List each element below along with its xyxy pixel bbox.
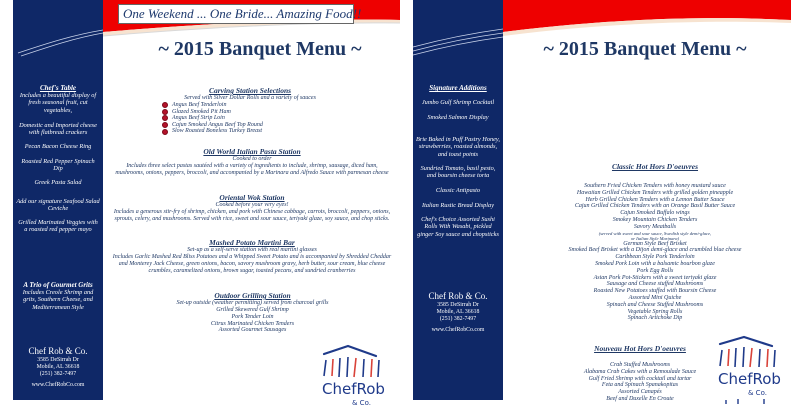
list-item: Grilled Skewered Gulf Shrimp [216,307,289,313]
sidebar-item: Jumbo Gulf Shrimp Cocktail [421,99,495,106]
decorative-swoosh-icon [413,25,503,65]
list-item: Cajun Grilled Chicken Tenders with an Orange Basil Butter Sauce [574,203,736,210]
chef-rob-logo-icon [714,334,786,404]
list-item: Feta and Spinach Spanakopitas [601,382,679,389]
sidebar-signature-additions [413,0,503,400]
section-text: Includes a generous stir-fry of shrimp, chicken, and pork with Chinese cabbage, carrots, broccoli, peppers, onions, sprouts, celery, and mushrooms. Served with rice, sweet and sour sauce, teriyaki glaze, soy sauce, and chop sticks. [113,209,391,222]
sidebar-item: Classic Antipasto [435,187,481,194]
company-name: Chef Rob & Co. [428,291,488,301]
list-item: Assorted Mini Quiche [628,294,682,301]
svg-text:& Co.: & Co. [748,389,767,397]
list-item: Spinach and Cheese Stuffed Mushrooms [606,301,704,308]
svg-text:ChefRob: ChefRob [322,380,385,398]
list-item: Assorted Canapés [618,389,662,396]
address: 3585 DeSirrah Dr [437,302,479,308]
sidebar-heading: Signature Additions [429,84,487,92]
svg-text:ChefRob: ChefRob [718,370,781,388]
list-item: Asian Pork Pot-Stickers with a sweet teriyaki glaze [593,274,717,281]
list-item: Roasted New Potatoes stuffed with Boursin Cheese [593,288,717,295]
list-item: Herb Grilled Chicken Tenders with a Lemon Butter Sauce [585,196,725,203]
section-text: Includes Garlic Mashed Red Bliss Potatoes and a Whipped Sweet Potato and is accompanied by Shredded Cheddar and Monterey Jack Cheese, green onions, bacon, savory mushroom gravy, herb butter, sour cream, blue cheese crumbles, caramelized onions, brown sugar, toasted pecans, and sundried cranberries [112,254,392,274]
section-wok [112,193,392,223]
sidebar-item: Pecan Bacon Cheese Ring [24,143,92,150]
list-item: Savory Meatballs [633,223,677,230]
city: Mobile, AL 36618 [36,364,80,370]
sidebar-item: Add our signature Seafood Salad Ceviche [16,198,100,213]
menu-page-left [0,0,400,407]
section-heading: Outdoor Grilling Station [214,291,291,300]
grits-heading: A Trio of Gourmet Grits [23,281,93,289]
list-item: Angus Beef Tenderloin [162,102,385,109]
list-item: Cajun Smoked Buffalo wings [620,210,690,217]
contact-block [413,291,503,334]
list-item: Beef and Duxelle En Croute [606,395,674,402]
section-subtitle: Set-up as a self-serve station with real martini glasses [187,247,317,253]
list-item: Caribbean Style Pork Tenderloin [615,254,695,261]
section-heading: Classic Hot Hors D'oeuvres [611,162,699,171]
sidebar-heading: Chef's Table [39,84,77,92]
chef-rob-logo-icon [318,342,390,412]
section-heading: Nouveau Hot Hors D'oeuvres [594,344,686,353]
section-subtitle: Set-up outside (weather permitting) served from charcoal grills [176,300,329,306]
city: Mobile, AL 36618 [436,309,480,315]
list-item: Gulf Fried Shrimp with cocktail and tartar [588,375,692,382]
svg-text:& Co.: & Co. [352,399,371,407]
sidebar-item: Smoked Salmon Display [427,114,489,121]
list-item: Glazed Smoked Pit Ham [162,109,385,116]
bullet-icon [162,115,168,121]
grits-text: Includes Creole Shrimp and grits, Southern Cheese, and Mediterranean Style [22,289,94,311]
section-grill [140,291,365,334]
list-item: Slow Roasted Boneless Turkey Breast [162,128,385,135]
section-pasta [112,147,392,177]
sidebar-item: Domestic and Imported cheese with flatbread crackers [19,122,97,137]
page-title: ~ 2015 Banquet Menu ~ [543,38,747,60]
section-subtitle: Served with Silver Dollar Rolls and a variety of sauces [184,95,316,101]
section-subtitle: Cooked before your very eyes! [215,202,289,208]
website-link[interactable]: www.ChefRobCo.com [431,327,485,333]
list-item: Sausage and Cheese stuffed Mushrooms [606,281,704,288]
section-potato-bar [112,238,392,275]
list-item: Southern Fried Chicken Tenders with honey mustard sauce [584,183,726,189]
list-item: Pork Egg Rolls [636,267,674,274]
list-item: German Style Beef Brisket [623,240,687,247]
phone: (251) 382-7497 [439,316,477,322]
website-link[interactable]: www.ChefRobCo.com [31,382,85,388]
section-classic-hors-doeuvres [515,162,795,322]
list-note: (served with sweet and sour sauce, Swedish style demi-glace, [598,230,712,236]
section-carving [115,86,385,135]
list-item: Citrus Marinated Chicken Tenders [210,320,295,327]
sidebar-chefs-table [13,0,103,400]
bullet-icon [162,129,168,135]
contact-block [13,346,103,389]
list-item: Smokey Mountain Chicken Tenders [612,216,698,223]
sidebar-item: Italian Rustic Bread Display [422,202,494,209]
tagline-banner: One Weekend ... One Bride... Amazing Food!! [118,4,354,24]
section-heading: Mashed Potato Martini Bar [209,238,295,247]
sidebar-item: Includes a beautiful display of fresh seasonal fruit, cut vegetables, [19,92,97,114]
list-item: Smoked Pork Loin with a balsamic bourbon glaze [595,260,715,267]
bullet-icon [162,122,168,128]
sidebar-item: Brie Baked in Puff Pastry Honey, strawberries, roasted almonds, and toast points [416,136,500,158]
sidebar-item: Grilled Marinated Veggies with a roasted red pepper mayo [18,219,98,234]
sidebar-item: Sundried Tomato, basil pesto, and boursin cheese torta [420,165,496,180]
list-item: Vegetable Spring Rolls [627,308,683,315]
bullet-icon [162,109,168,115]
company-name: Chef Rob & Co. [28,346,88,356]
bullet-icon [162,102,168,108]
section-heading: Carving Station Selections [208,86,292,95]
phone: (251) 382-7497 [39,371,77,377]
address: 3585 DeSirrah Dr [37,357,79,363]
section-heading: Old World Italian Pasta Station [203,147,301,156]
list-item: Crab Stuffed Mushrooms [609,362,671,368]
sidebar-item: Chef's Choice Assorted Sushi Rolls With Wasabi, pickled ginger Soy sauce and chopsticks [417,216,499,238]
section-heading: Oriental Wok Station [219,193,285,202]
list-item: Cajun Smoked Angus Beef Top Round [162,122,385,129]
list-note: or Italian Style Marinara) [630,235,680,241]
list-item: Smoked Beef Brisket with a Dijon demi-glace and crumbled blue cheese [568,247,742,254]
section-text: Includes three select pastas sautéed with a variety of ingredients to include, shrimp, sausage, diced ham, mushrooms, onions, peppers, broccoli, and accompanied by a Marinara and Alfredo Sauce with parmesan cheese [115,163,389,176]
list-item: Spinach Artichoke Dip [627,315,683,322]
page-title: ~ 2015 Banquet Menu ~ [158,38,362,60]
list-item: Angus Beef Strip Loin [162,115,385,122]
sidebar-item: Greek Pasta Salad [34,179,82,186]
list-item: Assorted Gourmet Sausages [218,327,287,334]
list-item: Alabama Crab Cakes with a Remoulade Sauce [583,368,697,375]
section-subtitle: Cooked to order [232,156,272,162]
list-item: Pork Tender Loin [231,313,274,320]
decorative-swoosh-icon [13,25,103,65]
sidebar-item: Roasted Red Pepper Spinach Dip [21,158,95,173]
list-item: Hawaiian Grilled Chicken Tenders with grilled golden pineapple [576,189,734,196]
menu-page-right [400,0,800,400]
